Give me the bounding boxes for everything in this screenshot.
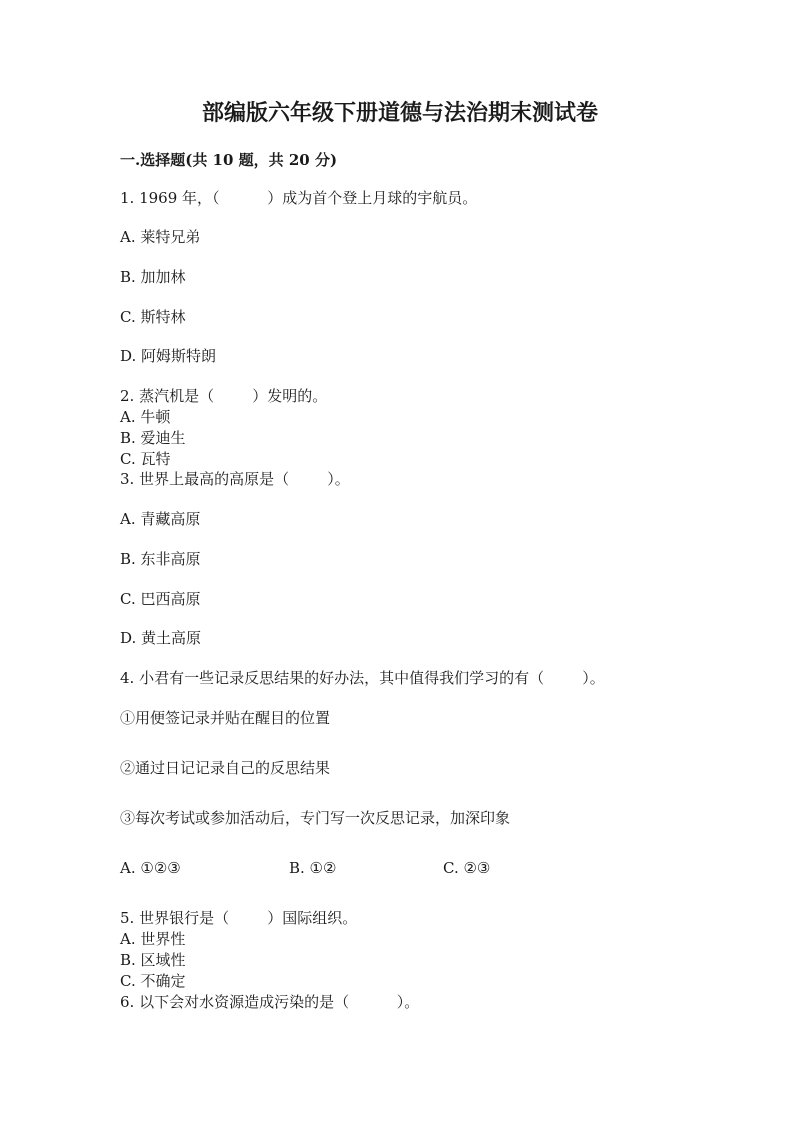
section-heading: 一.选择题(共 10 题，共 20 分) [120, 151, 338, 169]
question-5-option-c: C. 不确定 [120, 972, 186, 990]
question-2-stem: 2. 蒸汽机是（ ）发明的。 [120, 387, 328, 405]
question-1-stem: 1. 1969 年，（ ）成为首个登上月球的宇航员。 [120, 189, 478, 207]
question-5-option-b: B. 区域性 [120, 951, 186, 969]
question-3-option-d: D. 黄土高原 [120, 629, 202, 647]
page-title: 部编版六年级下册道德与法治期末测试卷 [201, 100, 598, 126]
question-3-option-a: A. 青藏高原 [120, 510, 201, 528]
question-2-option-c: C. 瓦特 [120, 450, 171, 468]
question-1-option-a: A. 莱特兄弟 [120, 228, 201, 246]
question-2-option-b: B. 爱迪生 [120, 429, 186, 447]
question-2-option-a: A. 牛顿 [120, 408, 171, 426]
question-6-stem: 6. 以下会对水资源造成污染的是（ ）。 [120, 993, 420, 1011]
question-1-option-b: B. 加加林 [120, 268, 186, 286]
question-4-option-c: C. ②③ [443, 859, 491, 877]
question-5-stem: 5. 世界银行是（ ）国际组织。 [120, 909, 358, 927]
question-4-statement-1: ①用便签记录并贴在醒目的位置 [120, 709, 331, 727]
question-4-statement-3: ③每次考试或参加活动后，专门写一次反思记录，加深印象 [120, 809, 511, 827]
question-1-option-c: C. 斯特林 [120, 308, 186, 326]
question-4-option-a: A. ①②③ [120, 859, 181, 877]
question-3-option-b: B. 东非高原 [120, 550, 201, 568]
question-3-stem: 3. 世界上最高的高原是（ ）。 [120, 470, 350, 488]
question-3-option-c: C. 巴西高原 [120, 590, 201, 608]
question-1-option-d: D. 阿姆斯特朗 [120, 347, 217, 365]
question-5-option-a: A. 世界性 [120, 930, 186, 948]
question-4-option-b: B. ①② [289, 859, 337, 877]
question-4-statement-2: ②通过日记记录自己的反思结果 [120, 759, 331, 777]
question-4-stem: 4. 小君有一些记录反思结果的好办法，其中值得我们学习的有（ ）。 [120, 669, 605, 687]
